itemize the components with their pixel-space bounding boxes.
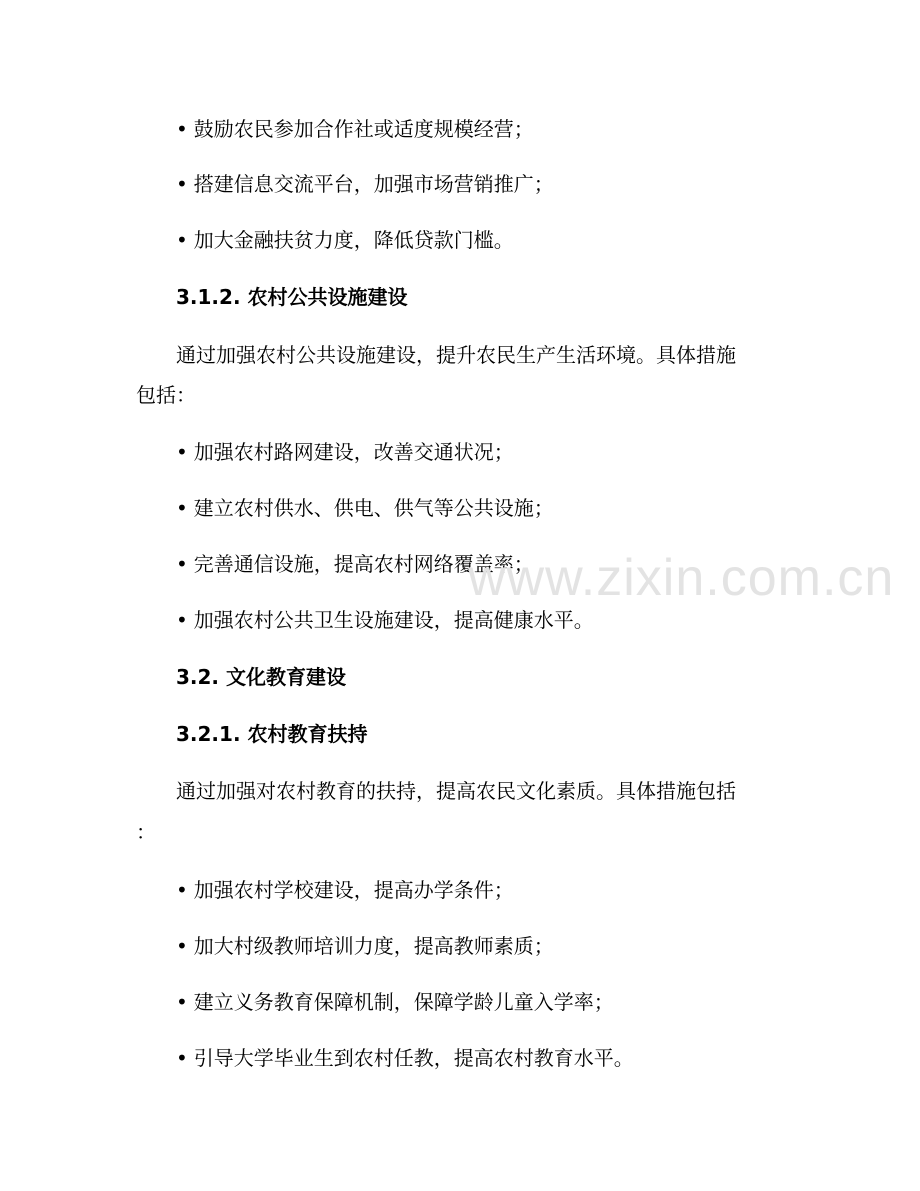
list-item-text: 加大金融扶贫力度，降低贷款门槛。 (193, 228, 514, 252)
list-item-text: 引导大学毕业生到农村任教，提高农村教育水平。 (193, 1046, 634, 1070)
bullet-icon: • (176, 1046, 188, 1070)
paragraph-line: 通过加强对农村教育的扶持，提高农民文化素质。具体措施包括 (176, 779, 736, 803)
list-item-text: 完善通信设施，提高农村网络覆盖率； (193, 552, 534, 576)
bullet-icon: • (176, 878, 188, 902)
bullet-icon: • (176, 934, 188, 958)
list-item-text: 搭建信息交流平台，加强市场营销推广； (193, 172, 554, 196)
list-item-text: 建立义务教育保障机制，保障学龄儿童入学率； (193, 990, 614, 1014)
list-item (176, 988, 614, 1016)
bullet-icon: • (176, 228, 188, 252)
list-item (176, 170, 554, 198)
watermark: www.zixin.com.cn (468, 549, 895, 607)
list-item-text: 加大村级教师培训力度，提高教师素质； (193, 934, 554, 958)
bullet-icon: • (176, 990, 188, 1014)
list-item (176, 115, 534, 143)
section-heading: 3.2. 文化教育建设 (176, 665, 346, 689)
list-item-text: 加强农村学校建设，提高办学条件； (193, 878, 514, 902)
list-item (176, 1044, 634, 1072)
bullet-icon: • (176, 172, 188, 196)
list-item-text: 鼓励农民参加合作社或适度规模经营； (193, 117, 534, 141)
list-item (176, 226, 514, 254)
list-item (176, 550, 534, 578)
list-item (176, 932, 554, 960)
bullet-icon: • (176, 117, 188, 141)
list-item-text: 加强农村路网建设，改善交通状况； (193, 440, 514, 464)
section-heading: 3.1.2. 农村公共设施建设 (176, 285, 408, 309)
bullet-icon: • (176, 552, 188, 576)
list-item (176, 606, 594, 634)
paragraph-line: 包括： (136, 383, 196, 407)
list-item (176, 438, 514, 466)
list-item (176, 876, 514, 904)
list-item-text: 建立农村供水、供电、供气等公共设施； (193, 496, 554, 520)
bullet-icon: • (176, 608, 188, 632)
paragraph-line: ： (136, 820, 156, 844)
list-item-text: 加强农村公共卫生设施建设，提高健康水平。 (193, 608, 594, 632)
list-item (176, 494, 554, 522)
bullet-icon: • (176, 496, 188, 520)
section-heading: 3.2.1. 农村教育扶持 (176, 722, 368, 746)
bullet-icon: • (176, 440, 188, 464)
paragraph-line: 通过加强农村公共设施建设，提升农民生产生活环境。具体措施 (176, 343, 736, 367)
